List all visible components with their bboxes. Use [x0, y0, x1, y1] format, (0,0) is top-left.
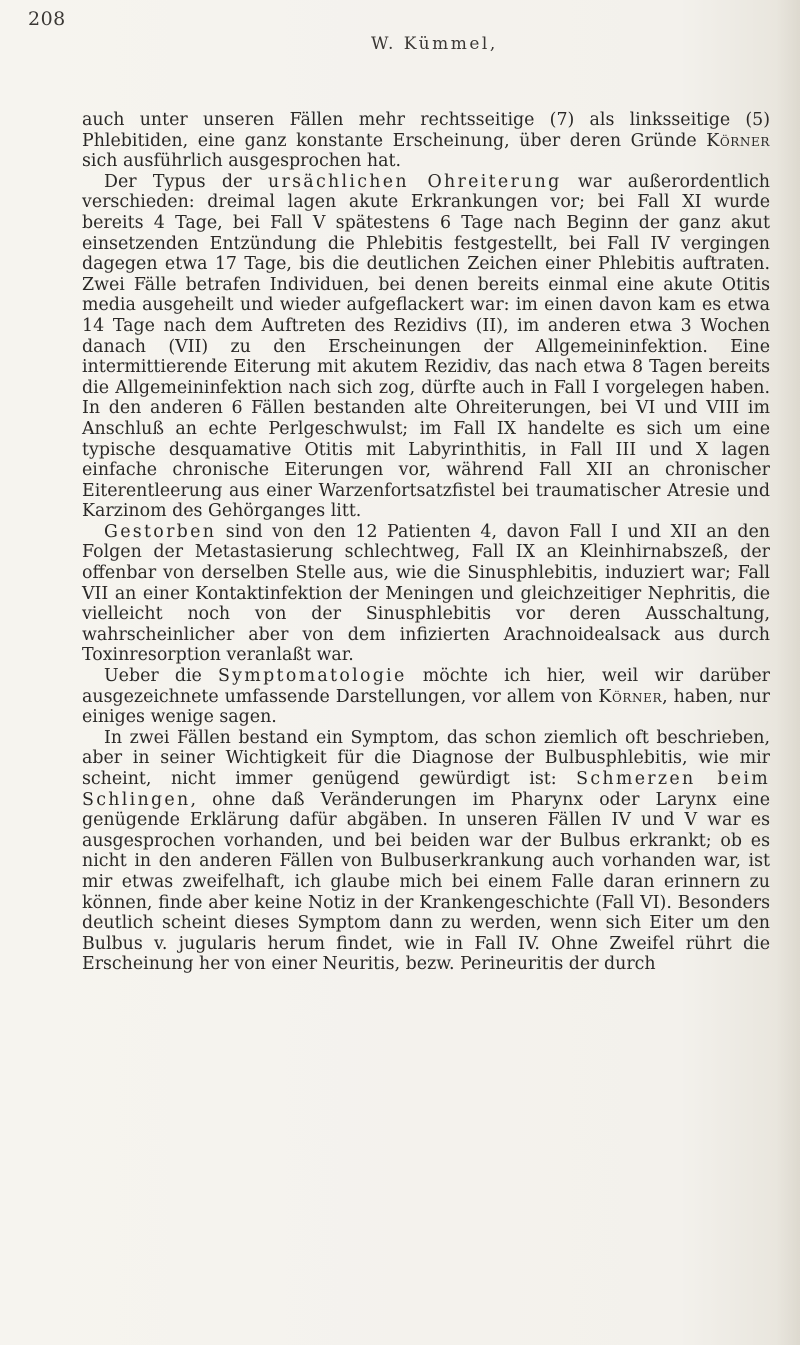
paragraph-ohreiterung: [82, 172, 770, 522]
text-segment-spaced: ursächlichen Ohreiterung: [267, 171, 562, 192]
text-segment-normal: möchte ich hier, weil wir darüber ausgezeichnete umfassende Darstellungen, vor allem von: [82, 666, 770, 707]
text-segment-normal: Ueber die: [104, 666, 218, 687]
text-segment-normal: , haben, nur einiges wenige sagen.: [82, 686, 770, 728]
text-segment-normal: sind von den 12 Patienten 4, davon Fall I und XII an den Folgen der Metastasierung schlechtweg, Fall IX an Kleinhirnabszeß, der offenbar von derselben Stelle aus, wie die Sinusphlebitis, induziert war; Fall VII an einer Kontaktinfektion der Meningen und gleichzeitiger Nephritis, die vielleicht noch von der Sinusphlebitis vor deren Ausschaltung, wahrscheinlicher aber von dem infizierten Arachnoidealsack aus durch Toxinresorption veranlaßt war.: [82, 521, 770, 666]
text-segment-normal: auch unter unseren Fällen mehr rechtsseitige (7) als linksseitige (5) Phlebitiden, eine ganz konstante Erscheinung, über deren Gründe: [82, 110, 770, 151]
text-segment-spaced: Schmerzen beim Schlingen: [82, 769, 771, 810]
running-head: [371, 34, 496, 54]
running-head-comma: ,: [489, 34, 497, 54]
page-number: 208: [28, 8, 66, 30]
text-segment-normal: sich ausführlich ausgesprochen hat.: [82, 151, 401, 172]
text-segment-normal: , ohne daß Veränderungen im Pharynx oder Larynx eine genügende Erklärung dafür abgäben. In unseren Fällen IV und V war es ausgesprochen vorhanden, und bei beiden war der Bulbus erkrankt; ob es nicht in den anderen Fällen von Bulbuserkrankung auch vorhanden war, ist mir etwas zweifelhaft, ich glaube mich bei einem Falle daran erinnern zu können, finde aber keine Notiz in der Krankengeschichte (Fall VI). Besonders deutlich scheint dieses Symptom dann zu werden, wenn sich Eiter um den Bulbus v. jugularis herum findet, wie in Fall IV. Ohne Zweifel rührt die Erscheinung her von einer Neuritis, bezw. Perineuritis der durch: [82, 789, 770, 975]
text-segment-spaced: Symptomatologie: [217, 666, 407, 687]
text-segment-smallcaps: Körner: [598, 686, 663, 707]
text-segment-normal: Der Typus der: [104, 171, 268, 192]
running-head-author: W. Kümmel: [371, 34, 490, 54]
text-segment-normal: In zwei Fällen bestand ein Symptom, das schon ziemlich oft beschrieben, aber in seiner Wichtigkeit für die Diagnose der Bulbusphlebitis, wie mir scheint, nicht immer genügend gewürdigt ist:: [82, 727, 770, 789]
body-text: [82, 110, 770, 975]
paragraph-schmerzen: [82, 728, 770, 975]
paragraph-continuation: [82, 110, 770, 172]
text-segment-smallcaps: Körner: [706, 130, 770, 151]
text-segment-spaced: Gestorben: [104, 521, 217, 542]
text-segment-normal: war außerordentlich verschieden: dreimal lagen akute Erkrankungen vor; bei Fall XI wurde bereits 4 Tage, bei Fall V spätestens 6 Tage nach Beginn der ganz akut einsetzenden Entzündung die Phlebitis festgestellt, bei Fall IV vergingen dagegen etwa 17 Tage, bis die deutlichen Zeichen einer Phlebitis auftraten. Zwei Fälle betrafen Individuen, bei denen bereits einmal eine akute Otitis media ausgeheilt und wieder aufgeflackert war: im einen davon kam es etwa 14 Tage nach dem Auftreten des Rezidivs (II), im anderen etwa 3 Wochen danach (VII) zu den Erscheinungen der Allgemeininfektion. Eine intermittierende Eiterung mit akutem Rezidiv, das nach etwa 8 Tagen bereits die Allgemeininfektion nach sich zog, dürfte auch in Fall I vorgelegen haben. In den anderen 6 Fällen bestanden alte Ohreiterungen, bei VI und VIII im Anschluß an echte Perlgeschwulst; im Fall IX handelte es sich um eine typische desquamative Otitis mit Labyrinthitis, in Fall III und X lagen einfache chronische Eiterungen vor, während Fall XII an chronischer Eiterentleerung aus einer Warzenfortsatzfistel bei traumatischer Atresie und Karzinom des Gehörganges litt.: [82, 171, 770, 522]
paragraph-gestorben: [82, 522, 770, 666]
paragraph-symptomatologie: [82, 666, 770, 728]
